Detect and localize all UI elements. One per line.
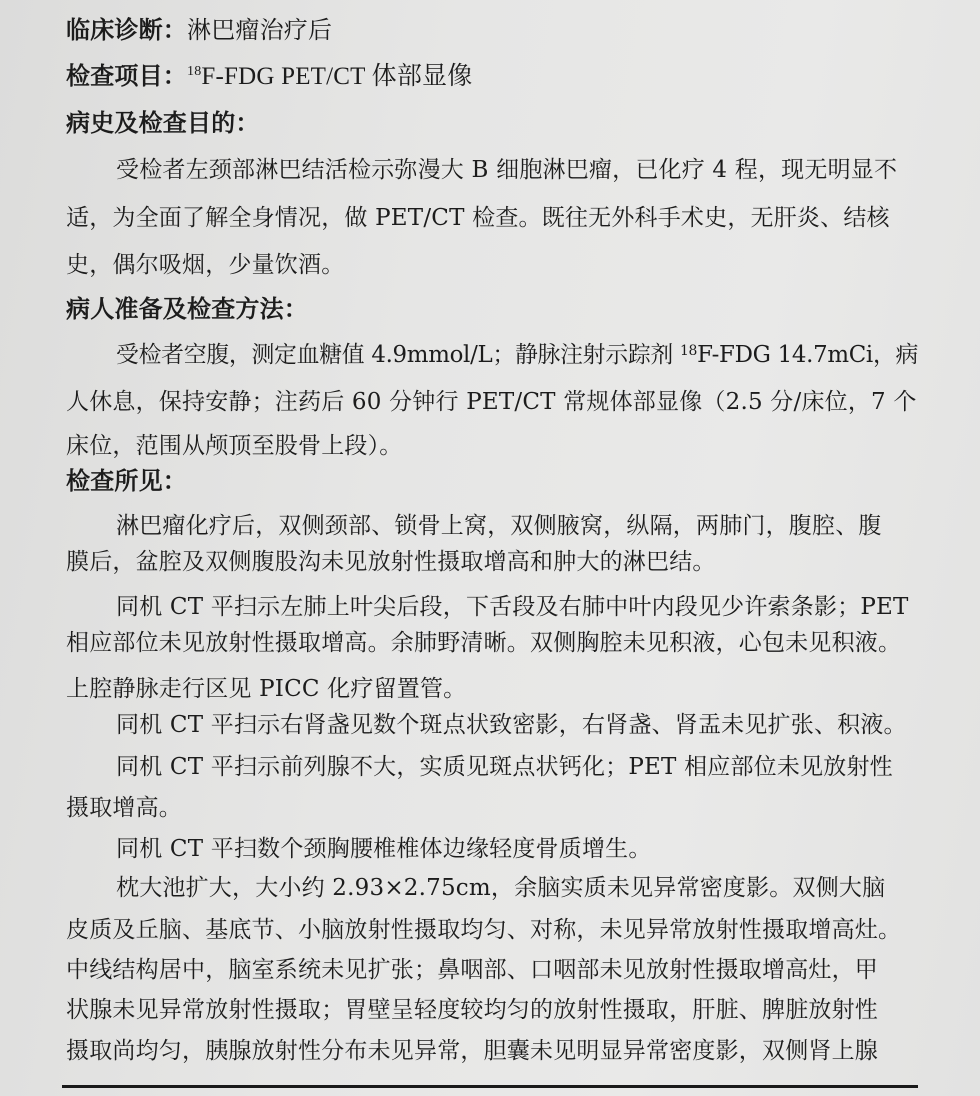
diagnosis-label: 临床诊断： <box>66 16 187 44</box>
findings-line: 膜后，盆腔及双侧腹股沟未见放射性摄取增高和肿大的淋巴结。 <box>66 549 716 575</box>
exam-item-isotope: 18 <box>187 64 202 79</box>
history-line: 受检者左颈部淋巴结活检示弥漫大 B 细胞淋巴瘤，已化疗 4 程，现无明显不 <box>116 157 898 183</box>
findings-line: 中线结构居中，脑室系统未见扩张；鼻咽部、口咽部未见放射性摄取增高灶，甲 <box>66 957 878 983</box>
preparation-isotope: 18 <box>679 343 698 359</box>
findings-line: 摄取尚均匀，胰腺放射性分布未见异常，胆囊未见明显异常密度影，双侧肾上腺 <box>66 1038 878 1064</box>
diagnosis-row <box>66 15 332 45</box>
findings-line: 状腺未见异常放射性摄取；胃壁呈轻度较均匀的放射性摄取，肝脏、脾脏放射性 <box>66 997 878 1023</box>
exam-item-label: 检查项目： <box>66 62 187 90</box>
preparation-line: 床位，范围从颅顶至股骨上段）。 <box>66 433 403 459</box>
preparation-heading: 病人准备及检查方法： <box>66 295 308 323</box>
findings-heading: 检查所见： <box>66 467 187 495</box>
history-heading: 病史及检查目的： <box>66 109 260 137</box>
preparation-line1-before: 受检者空腹，测定血糖值 4.9mmol/L；静脉注射示踪剂 <box>116 342 680 368</box>
findings-line: 同机 CT 平扫数个颈胸腰椎椎体边缘轻度骨质增生。 <box>116 836 652 862</box>
findings-line: 同机 CT 平扫示前列腺不大，实质见斑点状钙化；PET 相应部位未见放射性 <box>116 754 893 780</box>
history-line: 适，为全面了解全身情况，做 PET/CT 检查。既往无外科手术史，无肝炎、结核 <box>66 205 890 231</box>
diagnosis-value: 淋巴瘤治疗后 <box>187 16 333 44</box>
findings-line: 上腔静脉走行区见 PICC 化疗留置管。 <box>66 676 467 702</box>
findings-line: 同机 CT 平扫示左肺上叶尖后段，下舌段及右肺中叶内段见少许索条影；PET <box>116 594 909 620</box>
preparation-line <box>116 340 918 370</box>
exam-item-value: F-FDG PET/CT 体部显像 <box>201 63 473 90</box>
preparation-line: 人休息，保持安静；注药后 60 分钟行 PET/CT 常规体部显像（2.5 分/床位，7 个 <box>66 389 917 415</box>
exam-item-row <box>66 61 472 92</box>
findings-line: 皮质及丘脑、基底节、小脑放射性摄取均匀、对称，未见异常放射性摄取增高灶。 <box>66 917 902 943</box>
findings-line: 枕大池扩大，大小约 2.93×2.75cm，余脑实质未见异常密度影。双侧大脑 <box>116 875 886 901</box>
findings-line: 淋巴瘤化疗后，双侧颈部、锁骨上窝，双侧腋窝，纵隔，两肺门，腹腔、腹 <box>116 513 882 539</box>
preparation-line1-after: F-FDG 14.7mCi，病 <box>697 342 919 368</box>
findings-line: 相应部位未见放射性摄取增高。余肺野清晰。双侧胸腔未见积液，心包未见积液。 <box>66 630 902 656</box>
history-line: 史，偶尔吸烟，少量饮酒。 <box>66 252 345 278</box>
findings-line: 同机 CT 平扫示右肾盏见数个斑点状致密影，右肾盏、肾盂未见扩张、积液。 <box>116 712 907 738</box>
findings-line: 摄取增高。 <box>66 795 182 821</box>
bottom-rule <box>62 1085 918 1088</box>
